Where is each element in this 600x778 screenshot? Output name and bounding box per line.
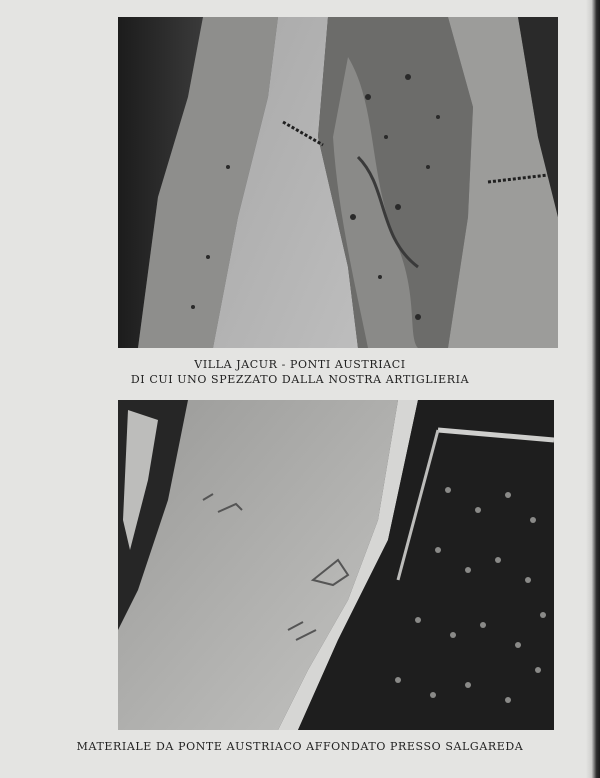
caption-2-line-1: MATERIALE DA PONTE AUSTRIACO AFFONDATO PRESSO SALGAREDA (76, 740, 524, 753)
aerial-photo-villa-jacur (118, 17, 558, 348)
page-edge-shadow (586, 0, 600, 778)
photo-caption-2 (0, 739, 600, 754)
aerial-photo-salgareda (118, 400, 554, 730)
caption-1-line-2: DI CUI UNO SPEZZATO DALLA NOSTRA ARTIGLIERIA (130, 373, 470, 386)
caption-1-line-1: VILLA JACUR - PONTI AUSTRIACI (194, 358, 406, 371)
photo-caption-1 (0, 357, 600, 387)
